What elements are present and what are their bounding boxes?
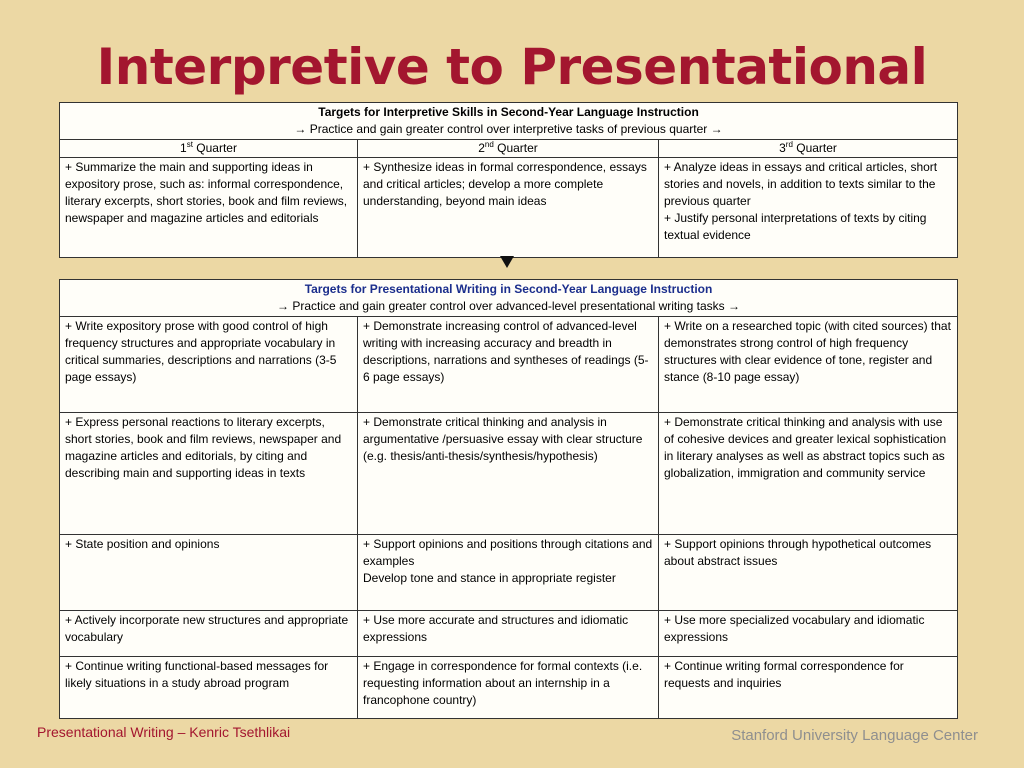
presentational-cell: + Support opinions through hypothetical outcomes about abstract issues — [659, 535, 958, 611]
presentational-heading: Targets for Presentational Writing in Second-Year Language Instruction — [304, 282, 713, 296]
interpretive-subheading: → Practice and gain greater control over interpretive tasks of previous quarter → — [294, 122, 723, 136]
footer-organization: Stanford University Language Center — [731, 727, 978, 744]
presentational-cell: + Engage in correspondence for formal contexts (i.e. requesting information about an internship in a francophone country) — [358, 657, 659, 719]
quarter-3-header: 3rd Quarter — [659, 140, 958, 158]
presentational-cell: + Demonstrate increasing control of advanced-level writing with increasing accuracy and breadth in descriptions, narrations and syntheses of readings (5-6 page essays) — [358, 317, 659, 413]
presentational-table-header — [60, 280, 958, 317]
interpretive-cell-q3: + Analyze ideas in essays and critical articles, short stories and novels, in addition to texts similar to the previous quarter + Justify personal interpretations of texts by citing textual evidence — [659, 158, 958, 258]
presentational-subheading: → Practice and gain greater control over advanced-level presentational writing tasks → — [277, 299, 740, 313]
interpretive-heading: Targets for Interpretive Skills in Second-Year Language Instruction — [318, 105, 699, 119]
presentational-targets-table — [59, 279, 958, 719]
presentational-cell: + Demonstrate critical thinking and analysis with use of cohesive devices and greater lexical sophistication in literary analyses as well as abstract topics such as globalization, immigration and community service — [659, 413, 958, 535]
quarter-1-header: 1st Quarter — [60, 140, 358, 158]
presentational-cell: + Write on a researched topic (with cited sources) that demonstrates strong control of high frequency structures with clear evidence of tone, register and stance (8-10 page essay) — [659, 317, 958, 413]
presentational-cell: + Use more specialized vocabulary and idiomatic expressions — [659, 611, 958, 657]
interpretive-table-header — [60, 103, 958, 140]
presentational-cell: + Continue writing formal correspondence for requests and inquiries — [659, 657, 958, 719]
presentational-cell: + Support opinions and positions through citations and examples Develop tone and stance in appropriate register — [358, 535, 659, 611]
slide-title: Interpretive to Presentational — [96, 38, 928, 96]
interpretive-cell-q1: + Summarize the main and supporting ideas in expository prose, such as: informal correspondence, literary excerpts, short stories, book and film reviews, newspaper and magazine articles and editorials — [60, 158, 358, 258]
presentational-cell: + Use more accurate and structures and idiomatic expressions — [358, 611, 659, 657]
footer-author: Presentational Writing – Kenric Tsethlikai — [37, 724, 291, 740]
interpretive-targets-table — [59, 102, 958, 258]
presentational-cell: + Demonstrate critical thinking and analysis in argumentative /persuasive essay with clear structure (e.g. thesis/anti-thesis/synthesis/hypothesis) — [358, 413, 659, 535]
presentational-cell: + Actively incorporate new structures and appropriate vocabulary — [60, 611, 358, 657]
presentational-cell: + Continue writing functional-based messages for likely situations in a study abroad program — [60, 657, 358, 719]
presentational-cell: + State position and opinions — [60, 535, 358, 611]
down-arrow-icon — [500, 256, 514, 268]
interpretive-cell-q2: + Synthesize ideas in formal correspondence, essays and critical articles; develop a more complete understanding, beyond main ideas — [358, 158, 659, 258]
presentational-cell: + Write expository prose with good control of high frequency structures and appropriate vocabulary in critical summaries, descriptions and narrations (3-5 page essays) — [60, 317, 358, 413]
quarter-2-header: 2nd Quarter — [358, 140, 659, 158]
presentational-cell: + Express personal reactions to literary excerpts, short stories, book and film reviews, newspaper and magazine articles and editorials, by citing and describing main and supporting ideas in texts — [60, 413, 358, 535]
